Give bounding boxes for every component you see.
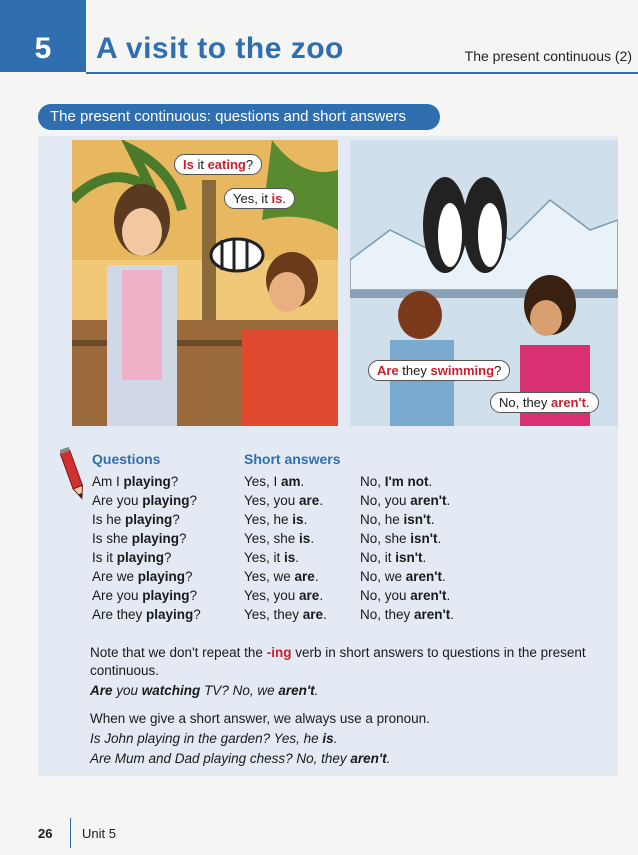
cell-bold: are (302, 607, 324, 622)
cell-bold: are (294, 569, 315, 584)
unit-number: 5 (34, 32, 52, 65)
cell-bold: playing (116, 550, 165, 565)
example-3 (90, 750, 600, 768)
note-highlight: -ing (266, 645, 292, 660)
table-row (360, 605, 454, 624)
cell-text: No, you (360, 588, 411, 603)
illustration-penguin-scene (350, 140, 618, 426)
speech-bubble-question (368, 360, 510, 381)
cell-text: ? (189, 588, 198, 603)
bubble-word: they (398, 363, 431, 378)
cell-text: ? (185, 569, 193, 584)
cell-bold: playing (131, 531, 180, 546)
cell-text: Yes, we (244, 569, 295, 584)
example-text: TV? No, we (200, 683, 279, 698)
cell-text: . (422, 550, 427, 565)
table-row (244, 548, 340, 567)
note-repeat-ing (90, 644, 600, 680)
table-row (92, 491, 201, 510)
cell-bold: is (292, 512, 304, 527)
table-row (92, 548, 201, 567)
cell-bold: are (299, 493, 320, 508)
penguin-scene-icon (350, 140, 618, 426)
cell-text: ? (172, 512, 180, 527)
cell-text: Yes, I (244, 474, 282, 489)
cell-text: No, he (360, 512, 404, 527)
cell-bold: aren't (410, 588, 447, 603)
note-text: Note that we don't repeat the (90, 645, 267, 660)
cell-bold: playing (125, 512, 173, 527)
example-bold: aren't (278, 683, 315, 698)
table-row (92, 605, 201, 624)
cell-bold: isn't (403, 512, 431, 527)
cell-text: . (450, 607, 455, 622)
cell-text: . (446, 588, 451, 603)
example-bold: Are (90, 683, 113, 698)
cell-text: . (300, 474, 305, 489)
example-bold: aren't (350, 751, 387, 766)
yes-answers-column (244, 450, 340, 624)
cell-text: Is it (92, 550, 117, 565)
cell-text: Is he (92, 512, 126, 527)
speech-bubble-question (174, 154, 262, 175)
cell-bold: playing (146, 607, 194, 622)
table-row (360, 529, 454, 548)
grammar-notes (90, 644, 600, 770)
bubble-word: aren't (551, 395, 586, 410)
cell-text: ? (170, 474, 179, 489)
cell-text: No, we (360, 569, 406, 584)
cell-text: ? (193, 607, 201, 622)
cell-text: . (295, 550, 300, 565)
section-title: The present continuous: questions and short answers (38, 104, 440, 130)
cell-text: Are they (92, 607, 147, 622)
bubble-word: ? (245, 157, 254, 172)
no-answers-column (360, 450, 454, 624)
unit-label: Unit 5 (82, 826, 116, 841)
cell-bold: are (299, 588, 320, 603)
cell-bold: am (281, 474, 301, 489)
cell-text: Yes, you (244, 493, 300, 508)
table-row (92, 472, 201, 491)
cell-text: Are you (92, 588, 143, 603)
cell-bold: playing (142, 588, 190, 603)
bubble-word: Is (183, 157, 194, 172)
cell-text: . (437, 531, 442, 546)
cell-text: . (428, 474, 433, 489)
example-text: . (386, 751, 391, 766)
table-row (92, 529, 201, 548)
cell-bold: I'm not (384, 474, 429, 489)
cell-bold: is (284, 550, 296, 565)
table-row (92, 567, 201, 586)
bubble-word: . (282, 191, 287, 206)
page-number: 26 (38, 826, 53, 841)
bubble-word: ? (494, 363, 502, 378)
example-bold: watching (141, 683, 201, 698)
example-text: . (333, 731, 338, 746)
page-title: A visit to the zoo (96, 32, 344, 65)
cell-text: ? (179, 531, 187, 546)
bubble-word: . (585, 395, 590, 410)
cell-text: ? (189, 493, 198, 508)
cell-text: Are you (92, 493, 143, 508)
pencil-icon (60, 446, 86, 502)
example-bold: is (322, 731, 334, 746)
table-row (360, 567, 454, 586)
bubble-word: swimming (430, 363, 495, 378)
cell-text: Is she (92, 531, 132, 546)
table-row (360, 472, 454, 491)
cell-bold: aren't (405, 569, 443, 584)
cell-bold: isn't (395, 550, 423, 565)
example-1 (90, 682, 600, 700)
table-row (244, 529, 340, 548)
bubble-word: Are (377, 363, 399, 378)
cell-text: . (319, 493, 324, 508)
table-row (360, 491, 454, 510)
table-row (244, 605, 340, 624)
example-2 (90, 730, 600, 748)
table-row (244, 491, 340, 510)
cell-text: Yes, you (244, 588, 300, 603)
table-row (244, 567, 340, 586)
cell-bold: playing (123, 474, 171, 489)
cell-text: Yes, they (244, 607, 303, 622)
note-text: verb in short answers to questions in the present continuous. (90, 645, 586, 678)
cell-text: . (303, 512, 308, 527)
short-answers-header: Short answers (244, 451, 341, 467)
table-row (360, 586, 454, 605)
cell-text: No, they (360, 607, 415, 622)
cell-bold: aren't (410, 493, 447, 508)
zebra-scene-icon (72, 140, 338, 426)
cell-text: ? (164, 550, 172, 565)
header-divider (86, 72, 638, 74)
cell-text: No, you (360, 493, 411, 508)
illustration-zebra-scene (72, 140, 338, 426)
note-pronoun: When we give a short answer, we always use a pronoun. (90, 711, 430, 726)
table-row (244, 510, 340, 529)
bubble-word: No, they (499, 395, 552, 410)
cell-text: . (319, 588, 324, 603)
cell-text: Are we (92, 569, 138, 584)
cell-text: Am I (92, 474, 124, 489)
cell-bold: is (299, 531, 311, 546)
bubble-word: is (271, 191, 283, 206)
example-text: . (314, 683, 319, 698)
cell-text: No, (360, 474, 385, 489)
bubble-word: eating (207, 157, 246, 172)
cell-bold: playing (142, 493, 190, 508)
example-text: Are Mum and Dad playing chess? No, they (90, 751, 351, 766)
example-text: Is John playing in the garden? Yes, he (90, 731, 323, 746)
footer-divider (70, 818, 71, 848)
cell-text: . (430, 512, 435, 527)
cell-bold: playing (137, 569, 186, 584)
no-answers-header-spacer (360, 450, 454, 472)
table-row (244, 586, 340, 605)
cell-text: . (314, 569, 319, 584)
questions-header: Questions (92, 451, 161, 467)
example-text: you (112, 683, 142, 698)
table-row (360, 548, 454, 567)
cell-text: . (446, 493, 451, 508)
speech-bubble-answer (224, 188, 295, 209)
speech-bubble-answer (490, 392, 599, 413)
cell-text: . (323, 607, 327, 622)
questions-column (92, 450, 201, 624)
cell-bold: aren't (414, 607, 451, 622)
page-subtitle: The present continuous (2) (464, 48, 632, 64)
table-row (360, 510, 454, 529)
cell-text: . (442, 569, 446, 584)
cell-text: No, she (360, 531, 411, 546)
bubble-word: Yes, it (233, 191, 272, 206)
cell-text: No, it (360, 550, 396, 565)
cell-text: Yes, she (244, 531, 300, 546)
bubble-word: it (193, 157, 208, 172)
cell-text: Yes, it (244, 550, 285, 565)
cell-text: . (310, 531, 315, 546)
table-row (92, 586, 201, 605)
unit-number-badge (0, 0, 86, 72)
table-row (92, 510, 201, 529)
cell-bold: isn't (410, 531, 438, 546)
cell-text: Yes, he (244, 512, 293, 527)
table-row (244, 472, 340, 491)
